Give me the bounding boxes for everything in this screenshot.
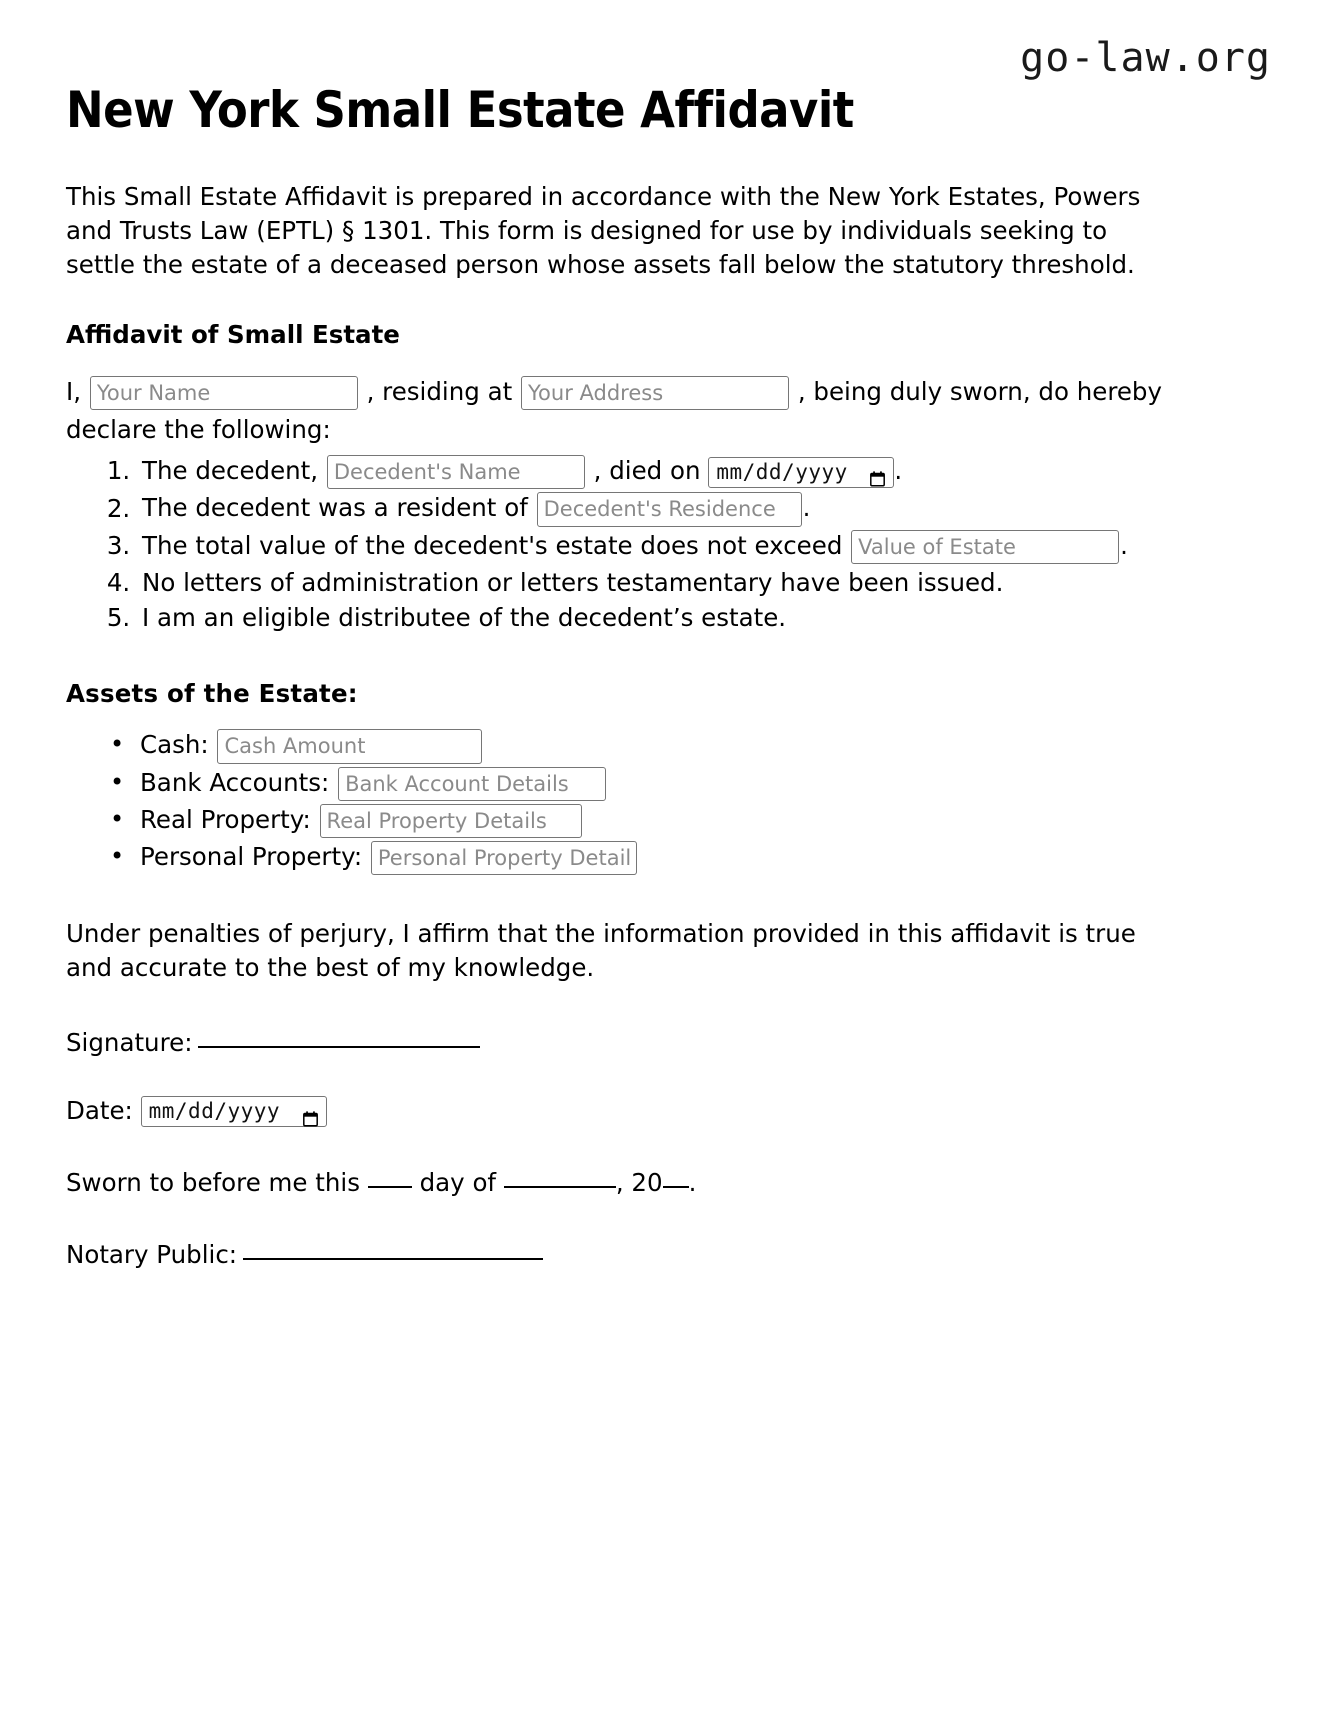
claim-item-2 (138, 492, 1265, 526)
notary-rule[interactable] (243, 1258, 543, 1260)
declaration-prefix: I, (66, 377, 82, 407)
notary-line (66, 1239, 1265, 1271)
claim1-prefix: The decedent, (142, 456, 319, 486)
sworn-year-blank[interactable] (663, 1186, 689, 1188)
sworn-prefix: Sworn to before me this (66, 1168, 360, 1198)
asset-item-cash (110, 729, 1265, 763)
your-address-input[interactable] (521, 376, 789, 410)
decedent-residence-input[interactable] (537, 492, 802, 526)
assets-section-heading: Assets of the Estate: (66, 678, 358, 708)
calendar-icon[interactable] (303, 1104, 318, 1120)
declaration-block (66, 373, 1176, 449)
claim2-prefix: The decedent was a resident of (142, 493, 528, 523)
affidavit-section-heading: Affidavit of Small Estate (66, 320, 400, 350)
sworn-day-blank[interactable] (368, 1186, 412, 1188)
signature-label: Signature: (66, 1028, 193, 1058)
site-brand: go-law.org (1020, 35, 1271, 81)
claim-item-4: 4. No letters of administration or letters testamentary have been issued. (138, 567, 1265, 599)
sworn-mid: day of (419, 1168, 497, 1198)
date-label: Date: (66, 1095, 133, 1125)
asset-item-real-property (110, 804, 1265, 838)
notary-label: Notary Public: (66, 1240, 238, 1270)
bullet-icon: • (110, 730, 125, 759)
page-title: New York Small Estate Affidavit (66, 81, 854, 139)
bullet-icon: • (110, 804, 125, 833)
sworn-year-prefix: , 20 (615, 1168, 663, 1198)
claims-list (66, 455, 1265, 633)
claim-item-5: 5. I am an eligible distributee of the decedent’s estate. (138, 602, 1265, 634)
bank-account-details-input[interactable] (338, 767, 606, 801)
declaration-suffix: , being duly sworn, do hereby declare the following: (66, 377, 1162, 445)
signature-date-input[interactable] (141, 1096, 327, 1127)
death-date-input[interactable] (708, 457, 894, 488)
date-line (66, 1095, 1265, 1128)
claim1-mid: , died on (593, 456, 701, 486)
estate-value-input[interactable] (851, 530, 1119, 564)
asset-label-personal-property: Personal Property: (140, 842, 363, 872)
asset-label-bank-accounts: Bank Accounts: (140, 767, 330, 797)
claim-item-1 (138, 455, 1265, 489)
calendar-icon[interactable] (870, 464, 885, 480)
asset-label-cash: Cash: (140, 730, 209, 760)
decedent-name-input[interactable] (327, 455, 585, 489)
sworn-month-blank[interactable] (504, 1186, 616, 1188)
claim1-suffix: . (894, 456, 903, 486)
declaration-mid: , residing at (366, 377, 513, 407)
intro-paragraph: This Small Estate Affidavit is prepared in accordance with the New York Estates, Powers and Trusts Law (EPTL) § 1301. This form is designed for use by individuals seeking to settle the estate of a deceased person whose assets fall below the statutory threshold. (66, 182, 1141, 279)
personal-property-details-input[interactable] (371, 841, 637, 875)
signature-line (66, 1027, 1265, 1059)
asset-item-personal-property (110, 841, 1265, 875)
claim2-suffix: . (802, 493, 811, 523)
asset-item-bank-accounts (110, 767, 1265, 801)
signature-date-text: mm/dd/yyyy (148, 1099, 281, 1124)
sworn-end: . (688, 1168, 697, 1198)
bullet-icon: • (110, 842, 125, 871)
perjury-paragraph: Under penalties of perjury, I affirm that the information provided in this affidavit is true and accurate to the best of my knowledge. (66, 919, 1136, 983)
cash-amount-input[interactable] (217, 729, 482, 763)
claim3-suffix: . (1120, 530, 1128, 560)
assets-list (66, 729, 1265, 875)
your-name-input[interactable] (90, 376, 358, 410)
claim-item-3 (138, 530, 1265, 564)
death-date-text: mm/dd/yyyy (716, 459, 848, 484)
asset-label-real-property: Real Property: (140, 805, 311, 835)
sworn-statement-line (66, 1167, 1265, 1199)
signature-rule[interactable] (198, 1046, 480, 1048)
real-property-details-input[interactable] (320, 804, 582, 838)
bullet-icon: • (110, 767, 125, 796)
claim3-prefix: The total value of the decedent's estate does not exceed (142, 530, 843, 560)
